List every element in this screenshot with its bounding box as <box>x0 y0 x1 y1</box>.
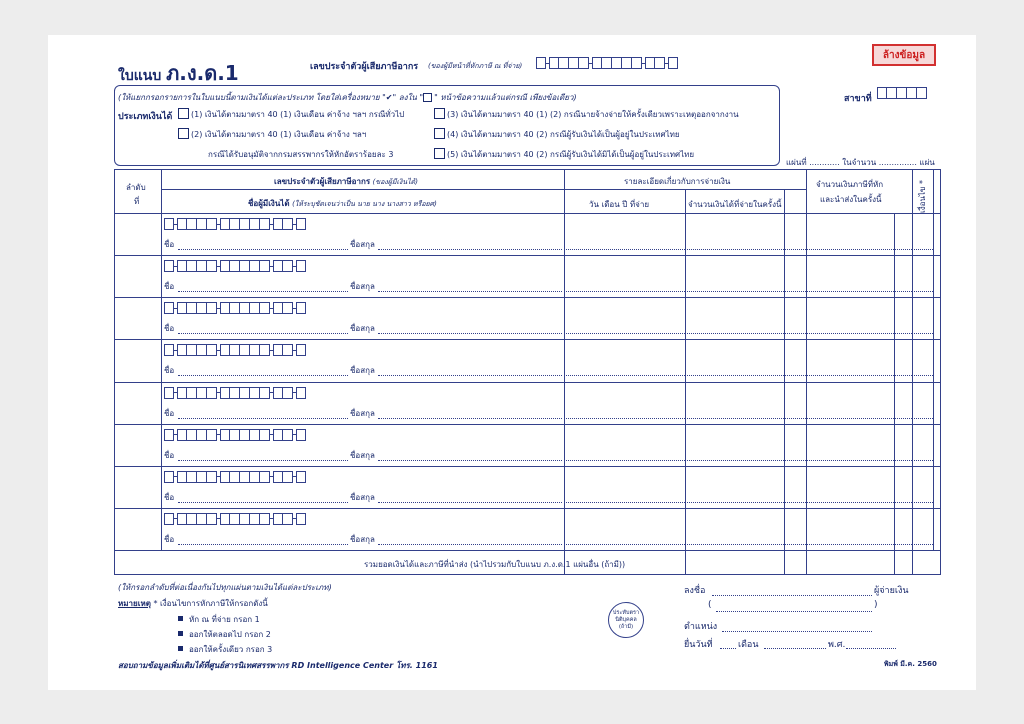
last-name-label: ชื่อสกุล <box>350 492 375 502</box>
condition-field[interactable] <box>912 460 933 461</box>
branch-input[interactable] <box>877 87 927 99</box>
payer-label: ผู้จ่ายเงิน <box>874 586 909 596</box>
payment-date-field[interactable] <box>564 418 685 419</box>
last-name-field[interactable] <box>378 375 562 376</box>
tax-field[interactable] <box>806 333 912 334</box>
tax-field[interactable] <box>806 291 912 292</box>
contact-info: สอบถามข้อมูลเพิ่มเติมได้ที่ศูนย์สารนิเทศสรรพากร RD Intelligence Center โทร. 1161 <box>118 661 438 670</box>
payment-date-field[interactable] <box>564 460 685 461</box>
tax-field[interactable] <box>806 460 912 461</box>
condition-field[interactable] <box>912 544 933 545</box>
payee-taxid-input[interactable] <box>164 387 306 399</box>
condition-3: ออกให้ครั้งเดียว กรอก 3 <box>178 643 272 656</box>
checkbox-icon <box>178 128 189 139</box>
condition-field[interactable] <box>912 333 933 334</box>
sign-paren-close: ) <box>874 600 878 610</box>
title-form-code: ภ.ง.ด.1 <box>166 61 239 85</box>
first-name-label: ชื่อ <box>164 282 175 292</box>
col-tax-header-2: และนำส่งในครั้งนี้ <box>820 195 882 204</box>
last-name-label: ชื่อสกุล <box>350 240 375 249</box>
branch-label: สาขาที่ <box>844 94 872 104</box>
month-label: เดือน <box>738 640 759 650</box>
amount-field[interactable] <box>685 291 806 292</box>
col-date-header: วัน เดือน ปี ที่จ่าย <box>589 200 650 209</box>
payment-date-field[interactable] <box>564 544 685 545</box>
tax-field[interactable] <box>806 375 912 376</box>
payee-taxid-input[interactable] <box>164 260 306 272</box>
col-tax-header: จำนวนเงินภาษีที่หัก <box>816 180 884 189</box>
condition-field[interactable] <box>912 375 933 376</box>
payee-taxid-input[interactable] <box>164 513 306 525</box>
last-name-field[interactable] <box>378 249 562 250</box>
first-name-label: ชื่อ <box>164 324 175 334</box>
condition-1: หัก ณ ที่จ่าย กรอก 1 <box>178 613 260 626</box>
last-name-field[interactable] <box>378 291 562 292</box>
sign-label: ลงชื่อ <box>684 586 706 596</box>
payment-date-field[interactable] <box>564 249 685 250</box>
checkbox-icon <box>434 128 445 139</box>
first-name-field[interactable] <box>178 502 348 503</box>
amount-field[interactable] <box>685 544 806 545</box>
condition-field[interactable] <box>912 291 933 292</box>
condition-field[interactable] <box>912 249 933 250</box>
last-name-field[interactable] <box>378 418 562 419</box>
income-option-2-note: กรณีได้รับอนุมัติจากกรมสรรพากรให้หักอัตราร้อยละ 3 <box>208 150 394 159</box>
payee-taxid-input[interactable] <box>164 344 306 356</box>
condition-2: ออกให้ตลอดไป กรอก 2 <box>178 628 271 641</box>
position-label: ตำแหน่ง <box>684 622 718 632</box>
last-name-field[interactable] <box>378 544 562 545</box>
payee-taxid-input[interactable] <box>164 302 306 314</box>
clear-data-button[interactable]: ล้างข้อมูล <box>872 44 936 66</box>
payment-date-field[interactable] <box>564 333 685 334</box>
income-option-2[interactable]: (2) เงินได้ตามมาตรา 40 (1) เงินเดือน ค่าจ้าง ฯลฯ <box>178 128 366 141</box>
checkbox-icon <box>178 108 189 119</box>
agent-taxid-note: (ของผู้มีหน้าที่หักภาษี ณ ที่จ่าย) <box>428 62 523 70</box>
first-name-label: ชื่อ <box>164 492 175 502</box>
first-name-label: ชื่อ <box>164 450 175 460</box>
agent-taxid-label: เลขประจำตัวผู้เสียภาษีอากร <box>310 62 419 72</box>
checkbox-icon <box>434 148 445 159</box>
income-option-4[interactable]: (4) เงินได้ตามมาตรา 40 (2) กรณีผู้รับเงินได้เป็นผู้อยู่ในประเทศไทย <box>434 128 680 141</box>
last-name-label: ชื่อสกุล <box>350 282 375 292</box>
last-name-label: ชื่อสกุล <box>350 324 375 334</box>
income-option-5[interactable]: (5) เงินได้ตามมาตรา 40 (2) กรณีผู้รับเงินได้มิได้เป็นผู้อยู่ในประเทศไทย <box>434 148 694 161</box>
last-name-label: ชื่อสกุล <box>350 534 375 544</box>
payment-date-field[interactable] <box>564 375 685 376</box>
col-name-header: ชื่อผู้มีเงินได้ (ให้ระบุชัดเจนว่าเป็น นาย นาง นางสาว หรือยศ) <box>248 199 437 208</box>
tax-field[interactable] <box>806 544 912 545</box>
income-option-3[interactable]: (3) เงินได้ตามมาตรา 40 (1) (2) กรณีนายจ้างจ่ายให้ครั้งเดียวเพราะเหตุออกจากงาน <box>434 108 739 121</box>
payment-date-field[interactable] <box>564 502 685 503</box>
first-name-label: ชื่อ <box>164 240 175 249</box>
checkbox-icon <box>434 108 445 119</box>
company-seal-placeholder: ประทับตรา นิติบุคคล (ถ้ามี) <box>608 602 644 638</box>
col-seq-header-2: ที่ <box>134 197 140 206</box>
first-name-label: ชื่อ <box>164 534 175 544</box>
col-seq-header: ลำดับ <box>126 183 146 192</box>
remark: หมายเหตุ * เงื่อนไขการหักภาษีให้กรอกดังนี้ <box>118 599 268 608</box>
payee-taxid-input[interactable] <box>164 471 306 483</box>
total-label: รวมยอดเงินได้และภาษีที่นำส่ง (นำไปรวมกับใบแนบ ภ.ง.ด.1 แผ่นอื่น (ถ้ามี)) <box>364 560 626 569</box>
income-type-label: ประเภทเงินได้ <box>118 112 173 122</box>
col-amount-header: จำนวนเงินได้ที่จ่ายในครั้งนี้ <box>688 200 782 209</box>
last-name-label: ชื่อสกุล <box>350 366 375 376</box>
amount-field[interactable] <box>685 418 806 419</box>
form-page <box>48 35 976 690</box>
last-name-field[interactable] <box>378 502 562 503</box>
instruction-line: (ให้แยกกรอกรายการในใบแนบนี้ตามเงินได้แต่ละประเภท โดยใส่เครื่องหมาย "✔" ลงใน " " หน้าข้อความแล้วแต่กรณี เพียงข้อเดียว) <box>118 93 577 102</box>
payee-taxid-input[interactable] <box>164 218 306 230</box>
tax-field[interactable] <box>806 418 912 419</box>
sign-paren-open: ( <box>708 600 712 610</box>
agent-taxid-input[interactable] <box>536 57 678 69</box>
condition-field[interactable] <box>912 502 933 503</box>
first-name-field[interactable] <box>178 460 348 461</box>
last-name-field[interactable] <box>378 333 562 334</box>
first-name-field[interactable] <box>178 544 348 545</box>
income-option-1[interactable]: (1) เงินได้ตามมาตรา 40 (1) เงินเดือน ค่าจ้าง ฯลฯ กรณีทั่วไป <box>178 108 404 121</box>
amount-field[interactable] <box>685 375 806 376</box>
seq-note: (ให้กรอกลำดับที่ต่อเนื่องกันไปทุกแผ่นตามเงินได้แต่ละประเภท) <box>118 583 332 592</box>
print-date: พิมพ์ มี.ค. 2560 <box>884 660 937 668</box>
payment-date-field[interactable] <box>564 291 685 292</box>
condition-field[interactable] <box>912 418 933 419</box>
amount-field[interactable] <box>685 249 806 250</box>
amount-field[interactable] <box>685 502 806 503</box>
payee-taxid-input[interactable] <box>164 429 306 441</box>
first-name-label: ชื่อ <box>164 366 175 376</box>
last-name-label: ชื่อสกุล <box>350 450 375 460</box>
first-name-label: ชื่อ <box>164 408 175 418</box>
amount-field[interactable] <box>685 460 806 461</box>
col-condition-header: เงื่อนไข * <box>918 180 927 213</box>
sheet-counter: แผ่นที่ ............ ในจำนวน ............... แผ่น <box>786 158 935 167</box>
title-prefix: ใบแนบ <box>118 68 162 84</box>
tax-field[interactable] <box>806 249 912 250</box>
first-name-field[interactable] <box>178 291 348 292</box>
date-label: ยื่นวันที่ <box>684 640 713 650</box>
first-name-field[interactable] <box>178 333 348 334</box>
last-name-field[interactable] <box>378 460 562 461</box>
tax-field[interactable] <box>806 502 912 503</box>
last-name-label: ชื่อสกุล <box>350 408 375 418</box>
amount-field[interactable] <box>685 333 806 334</box>
col-payment-header: รายละเอียดเกี่ยวกับการจ่ายเงิน <box>624 177 731 186</box>
first-name-field[interactable] <box>178 418 348 419</box>
year-label: พ.ศ. <box>828 640 846 650</box>
first-name-field[interactable] <box>178 249 348 250</box>
col-taxid-header: เลขประจำตัวผู้เสียภาษีอากร (ของผู้มีเงินได้) <box>274 177 418 186</box>
first-name-field[interactable] <box>178 375 348 376</box>
